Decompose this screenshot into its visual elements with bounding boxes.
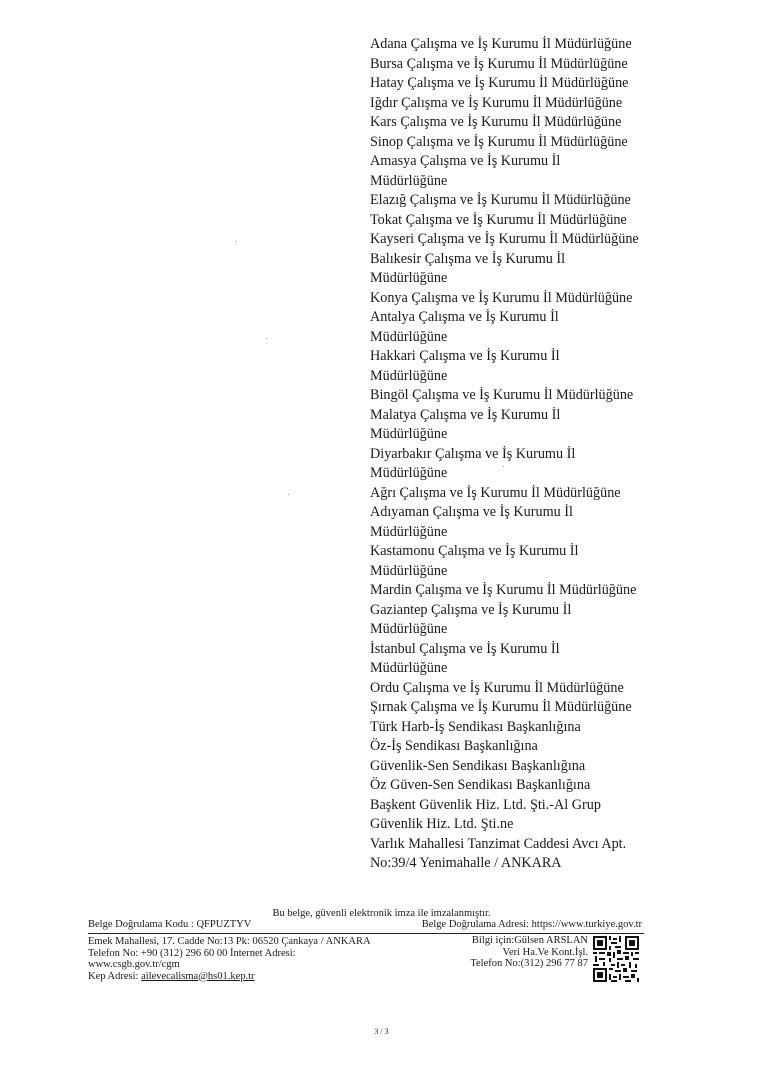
recipient-line: Müdürlüğüne — [370, 523, 448, 540]
recipient-line: Malatya Çalışma ve İş Kurumu İl — [370, 406, 561, 423]
recipient-line: Müdürlüğüne — [370, 562, 448, 579]
verification-address: Belge Doğrulama Adresi: https://www.turkiye.gov.tr — [421, 919, 642, 930]
contact-info — [88, 936, 408, 982]
qr-code-icon — [593, 936, 639, 982]
verification-code: Belge Doğrulama Kodu : QFPUZTYV — [88, 919, 252, 930]
recipient-line: Bingöl Çalışma ve İş Kurumu İl Müdürlüğüne — [370, 387, 634, 403]
info-department: Veri Ha.Ve Kont.İşl. — [502, 946, 588, 958]
recipient-line: Balıkesir Çalışma ve İş Kurumu İl — [370, 250, 566, 267]
scan-speck — [266, 338, 267, 339]
verification-row — [88, 919, 644, 934]
recipient-line: Amasya Çalışma ve İş Kurumu İl — [370, 153, 561, 169]
recipient-line: Müdürlüğüne — [370, 621, 448, 637]
recipient-line: Müdürlüğüne — [370, 426, 448, 442]
recipient-line: Hatay Çalışma ve İş Kurumu İl Müdürlüğüne — [370, 75, 629, 91]
e-signature-note: Bu belge, güvenli elektronik imza ile imzalanmıştır. — [272, 908, 491, 919]
kep-line — [88, 971, 408, 983]
recipient-line: İstanbul Çalışma ve İş Kurumu İl — [370, 640, 560, 657]
web-line[interactable]: www.csgb.gov.tr/cgm — [88, 959, 180, 970]
recipient-line: Gaziantep Çalışma ve İş Kurumu İl — [370, 601, 572, 618]
recipient-line: Güvenlik-Sen Sendikası Başkanlığına — [370, 757, 586, 774]
recipient-line: Müdürlüğüne — [370, 328, 448, 345]
recipient-line: Elazığ Çalışma ve İş Kurumu İl Müdürlüğüne — [370, 192, 631, 208]
recipient-line: Antalya Çalışma ve İş Kurumu İl — [370, 309, 559, 325]
recipient-line: Ordu Çalışma ve İş Kurumu İl Müdürlüğüne — [370, 679, 624, 696]
recipient-line: Kastamonu Çalışma ve İş Kurumu İl — [370, 543, 579, 559]
recipient-line: Iğdır Çalışma ve İş Kurumu İl Müdürlüğüne — [370, 94, 623, 111]
kep-label: Kep Adresi: — [88, 970, 142, 982]
recipient-line: Varlık Mahallesi Tanzimat Caddesi Avcı Apt. — [370, 835, 627, 852]
recipient-line: Müdürlüğüne — [370, 367, 448, 384]
recipient-line: Sinop Çalışma ve İş Kurumu İl Müdürlüğüne — [370, 133, 628, 150]
recipient-line: Başkent Güvenlik Hiz. Ltd. Şti.-Al Grup — [370, 796, 601, 813]
scan-speck — [288, 494, 289, 495]
recipient-line: Kars Çalışma ve İş Kurumu İl Müdürlüğüne — [370, 114, 622, 130]
info-contact — [430, 935, 588, 970]
recipient-line: Konya Çalışma ve İş Kurumu İl Müdürlüğüne — [370, 289, 633, 306]
kep-address-link[interactable]: ailevecalisma@hs01.kep.tr — [141, 970, 255, 982]
scan-speck — [503, 466, 504, 467]
scan-speck — [236, 241, 237, 242]
recipient-line: Müdürlüğüne — [370, 270, 448, 286]
recipient-line: Hakkari Çalışma ve İş Kurumu İl — [370, 348, 560, 364]
recipient-line: Ağrı Çalışma ve İş Kurumu İl Müdürlüğüne — [370, 484, 621, 501]
recipient-line: Mardin Çalışma ve İş Kurumu İl Müdürlüğüne — [370, 582, 637, 598]
recipient-line: Müdürlüğüne — [370, 660, 448, 676]
recipient-line: Türk Harb-İş Sendikası Başkanlığına — [370, 718, 581, 735]
recipient-line: Öz-İş Sendikası Başkanlığına — [370, 738, 538, 754]
recipient-line: Öz Güven-Sen Sendikası Başkanlığına — [370, 777, 591, 793]
recipient-line: Şırnak Çalışma ve İş Kurumu İl Müdürlüğüne — [370, 699, 632, 715]
recipient-line: Müdürlüğüne — [370, 172, 448, 189]
recipient-line: Bursa Çalışma ve İş Kurumu İl Müdürlüğüne — [370, 55, 628, 72]
page-number: 3 / 3 — [374, 1027, 389, 1036]
recipient-line: Diyarbakır Çalışma ve İş Kurumu İl — [370, 445, 576, 462]
recipient-line: Kayseri Çalışma ve İş Kurumu İl Müdürlüğüne — [370, 231, 639, 247]
recipient-list — [370, 35, 655, 874]
recipient-line: Adana Çalışma ve İş Kurumu İl Müdürlüğüne — [370, 36, 632, 52]
recipient-line: No:39/4 Yenimahalle / ANKARA — [370, 855, 562, 871]
recipient-line: Müdürlüğüne — [370, 465, 448, 481]
recipient-line: Güvenlik Hiz. Ltd. Şti.ne — [370, 816, 514, 832]
phone-line: Telefon No: +90 (312) 296 60 00 İnternet Adresi: — [88, 947, 296, 959]
recipient-line: Tokat Çalışma ve İş Kurumu İl Müdürlüğüne — [370, 211, 627, 228]
info-phone: Telefon No:(312) 296 77 87 — [470, 958, 588, 969]
address-line: Emek Mahallesi, 17. Cadde No:13 Pk: 06520 Çankaya / ANKARA — [88, 936, 371, 947]
recipient-line: Adıyaman Çalışma ve İş Kurumu İl — [370, 504, 573, 520]
info-person: Bilgi için:Gülsen ARSLAN — [471, 935, 588, 946]
